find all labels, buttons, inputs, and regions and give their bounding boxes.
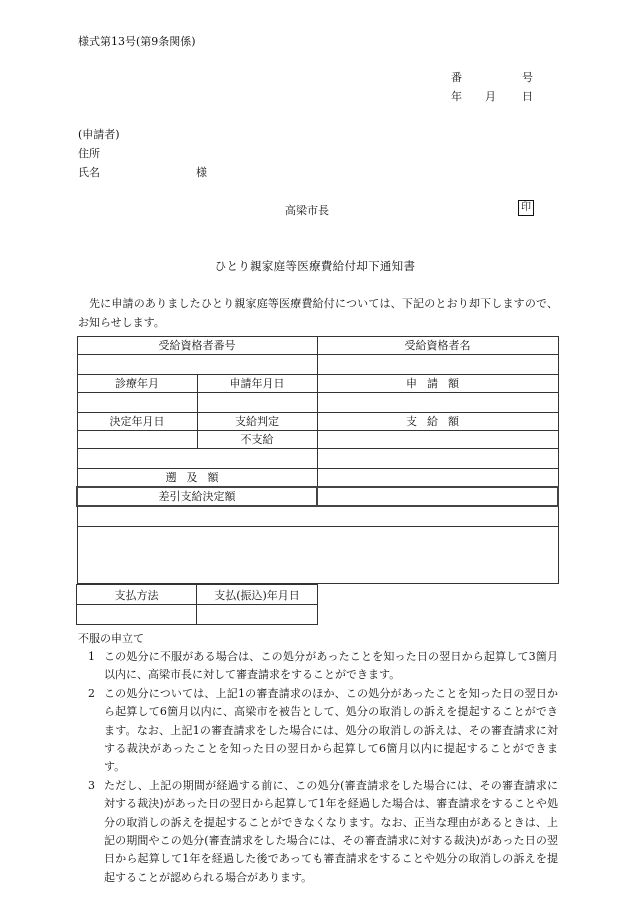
blank-left-cell <box>77 449 317 469</box>
treatment-month-cell <box>77 393 197 413</box>
decision-date-cell <box>77 431 197 449</box>
intro-paragraph: 先に申請のありましたひとり親家庭等医療費給付については、下記のとおり却下しますので、お知らせします。 <box>78 297 558 329</box>
objection-item-text: この処分に不服がある場合は、この処分があったことを知った日の翌日から起算して3箇月以内に、高梁市長に対して審査請求をすることができます。 <box>104 650 558 682</box>
seal-stamp: 印 <box>518 200 534 216</box>
day-label: 日 <box>522 90 533 103</box>
payment-method-cell <box>77 605 197 625</box>
document-title: ひとり親家庭等医療費給付却下通知書 <box>214 259 416 273</box>
payment-amount-cell <box>317 431 558 449</box>
year-label: 年 <box>451 90 462 103</box>
recipient-name-header: 受給資格者名 <box>317 337 558 355</box>
number-suffix-label: 号 <box>522 71 533 84</box>
decision-date-header: 決定年月日 <box>77 413 197 431</box>
payment-amount-header: 支給額 <box>317 413 558 431</box>
objection-list <box>78 648 558 887</box>
objection-item-text: この処分については、上記1の審査請求のほか、この処分があったことを知った日の翌日から起算して6箇月以内に、高梁市を被告として、処分の取消しの訴えを提起することができます。なお、上記1の審査請求をした場合には、処分の取消しの訴えは、その審査請求に対する裁決があったことを知った日の翌日から起算して6箇月以内に提起することができます。 <box>104 686 558 774</box>
honorific-label: 様 <box>196 166 207 179</box>
objection-item <box>88 777 558 887</box>
non-payment-cell: 不支給 <box>197 431 317 449</box>
recipient-number-cell <box>77 355 317 375</box>
number-label: 番 <box>451 71 462 84</box>
blank-right-cell <box>317 449 558 469</box>
objection-item-number: 1 <box>88 650 95 663</box>
application-amount-cell <box>317 393 558 413</box>
decision-table <box>76 336 559 584</box>
payment-decision-header: 支給判定 <box>197 413 317 431</box>
name-label: 氏名 <box>78 166 100 179</box>
issuer-mayor: 高梁市長 <box>285 204 329 217</box>
retroactive-amount-cell <box>317 469 558 488</box>
payment-date-header: 支払(振込)年月日 <box>197 585 318 605</box>
net-payment-amount-header: 差引支給決定額 <box>77 487 317 506</box>
net-payment-amount-cell <box>317 487 558 506</box>
payment-method-table <box>76 584 318 625</box>
form-number: 様式第13号(第9条関係) <box>78 35 196 48</box>
objection-item-text: ただし、上記の期間が経過する前に、この処分(審査請求をした場合には、その審査請求に対する裁決)があった日の翌日から起算して1年を経過した場合は、審査請求をすることや処分の取消しの訴えを提起することができなくなります。なお、正当な理由があるときは、上記の期間やこの処分(審査請求をした場合には、その審査請求に対する裁決)があった日の翌日から起算して1年を経過した後であっても審査請求をすることや処分の取消しの訴えを提起することが認められる場合があります。 <box>104 778 558 884</box>
payment-method-header: 支払方法 <box>77 585 197 605</box>
retroactive-amount-header: 遡及額 <box>77 469 317 488</box>
applicant-label: (申請者) <box>78 128 120 141</box>
treatment-month-header: 診療年月 <box>77 375 197 393</box>
objection-item-number: 3 <box>88 778 95 792</box>
notes-row <box>77 506 558 527</box>
remarks-area <box>77 527 558 584</box>
application-date-cell <box>197 393 317 413</box>
recipient-number-header: 受給資格者番号 <box>77 337 317 355</box>
application-amount-header: 申請額 <box>317 375 558 393</box>
objection-title: 不服の申立て <box>78 632 144 645</box>
month-label: 月 <box>485 90 496 103</box>
payment-date-cell <box>197 605 318 625</box>
objection-item-number: 2 <box>88 686 95 700</box>
objection-item <box>88 685 558 777</box>
address-label: 住所 <box>78 147 100 160</box>
recipient-name-cell <box>317 355 558 375</box>
objection-item <box>88 648 558 685</box>
application-date-header: 申請年月日 <box>197 375 317 393</box>
